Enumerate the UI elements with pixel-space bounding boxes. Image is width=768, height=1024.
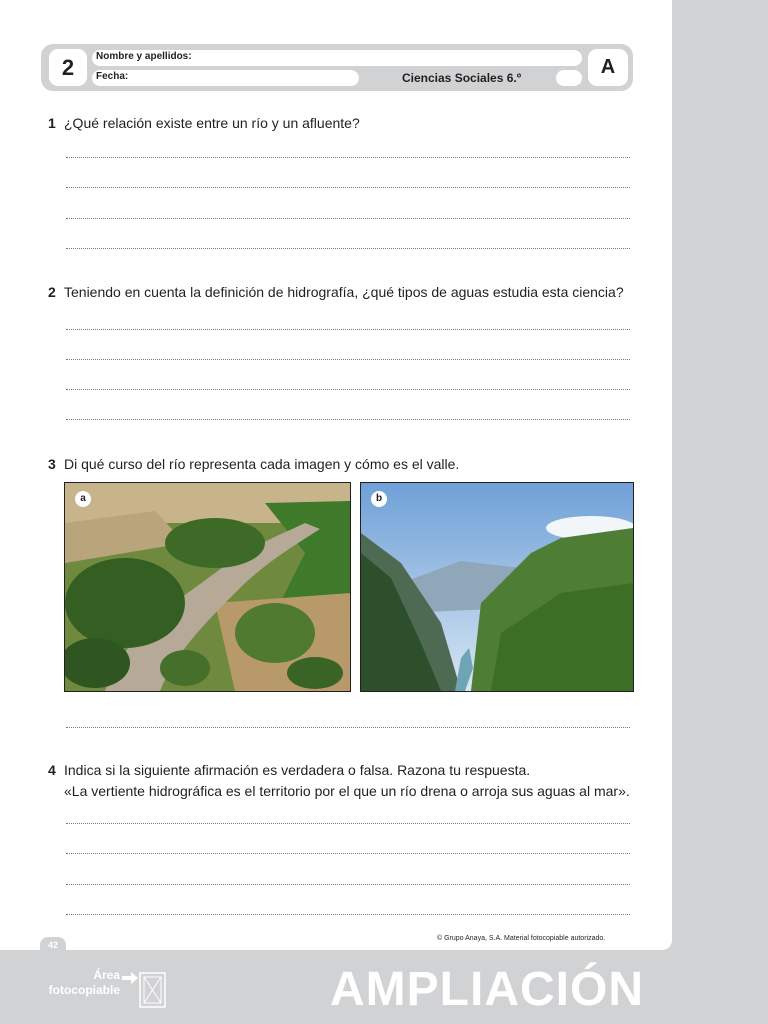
question-4-quote: «La vertiente hidrográfica es el territorio por el que un río drena o arroja sus aguas al mar». xyxy=(64,783,630,799)
answer-line[interactable] xyxy=(66,389,630,390)
photo-label-b: b xyxy=(371,491,387,507)
question-text: Di qué curso del río representa cada imagen y cómo es el valle. xyxy=(64,456,460,472)
answer-line[interactable] xyxy=(66,359,630,360)
subject-label: Ciencias Sociales 6.º xyxy=(402,71,522,85)
question-number: 3 xyxy=(48,456,56,472)
course-field[interactable] xyxy=(556,70,582,86)
area-label-line2: fotocopiable xyxy=(48,983,120,997)
answer-line[interactable] xyxy=(66,248,630,249)
question-number: 1 xyxy=(48,115,56,131)
question-text: Teniendo en cuenta la definición de hidrografía, ¿qué tipos de aguas estudia esta ciencia? xyxy=(64,284,624,300)
answer-line[interactable] xyxy=(66,218,630,219)
photo-label-a: a xyxy=(75,491,91,507)
mountain-valley-image xyxy=(361,483,633,691)
date-label: Fecha: xyxy=(96,71,129,82)
answer-line[interactable] xyxy=(66,914,630,915)
answer-line[interactable] xyxy=(66,419,630,420)
unit-number: 2 xyxy=(49,49,87,86)
arrow-right-icon xyxy=(122,972,138,984)
name-field[interactable] xyxy=(92,50,582,66)
copyright-notice: © Grupo Anaya, S.A. Material fotocopiable autorizado. xyxy=(437,935,606,942)
question-text: Indica si la siguiente afirmación es verdadera o falsa. Razona tu respuesta. xyxy=(64,762,531,778)
question-1 xyxy=(48,113,360,133)
area-label-line1: Área xyxy=(93,968,120,982)
answer-line[interactable] xyxy=(66,157,630,158)
section-title: AMPLIACIÓN xyxy=(330,963,644,1016)
lowland-river-image xyxy=(65,483,350,691)
answer-line[interactable] xyxy=(66,853,630,854)
answer-line[interactable] xyxy=(66,727,630,728)
question-text: ¿Qué relación existe entre un río y un afluente? xyxy=(64,115,360,131)
answer-line[interactable] xyxy=(66,187,630,188)
question-3 xyxy=(48,454,459,474)
answer-line[interactable] xyxy=(66,329,630,330)
answer-line[interactable] xyxy=(66,823,630,824)
area-fotocopiable-label xyxy=(38,968,120,998)
river-photo-b xyxy=(360,482,634,692)
name-label: Nombre y apellidos: xyxy=(96,51,192,62)
question-number: 2 xyxy=(48,284,56,300)
question-number: 4 xyxy=(48,762,56,778)
page-number: 42 xyxy=(40,937,66,953)
date-field[interactable] xyxy=(92,70,359,86)
river-photo-a xyxy=(64,482,351,692)
photocopy-icon xyxy=(139,972,166,1008)
answer-line[interactable] xyxy=(66,884,630,885)
level-badge: A xyxy=(588,49,628,86)
question-4 xyxy=(48,760,530,780)
question-2 xyxy=(48,282,624,302)
